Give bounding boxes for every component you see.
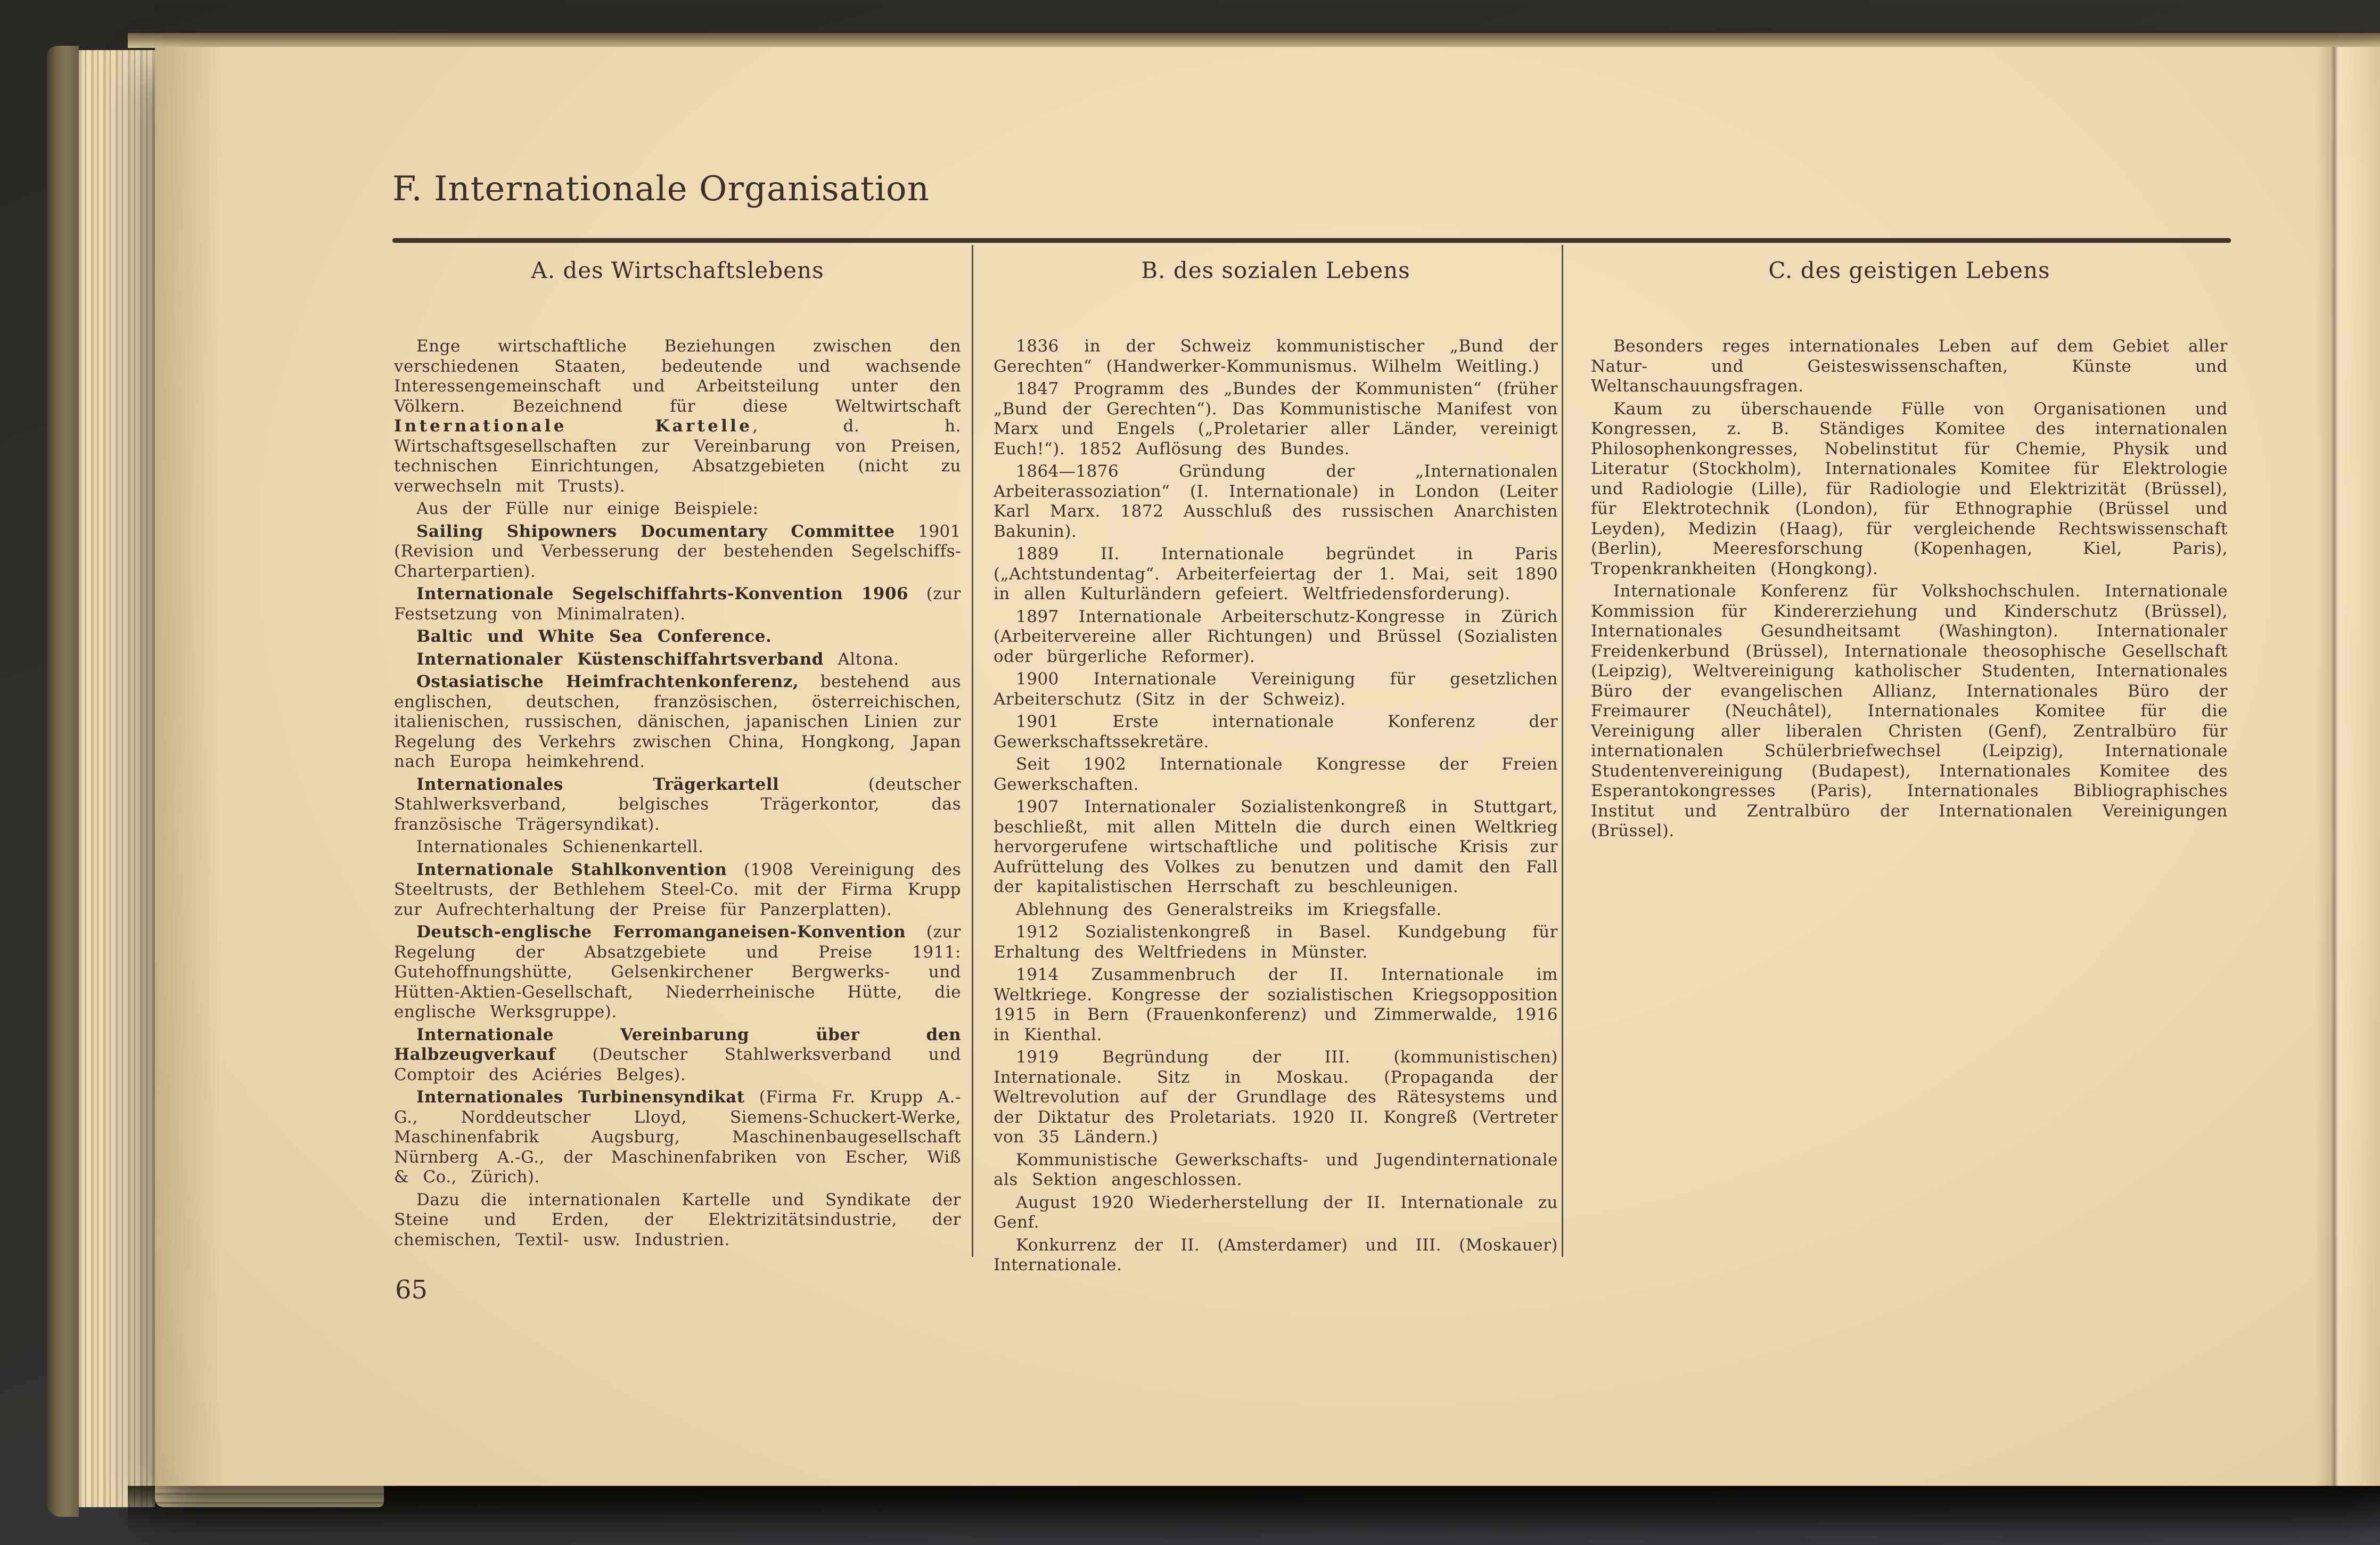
paragraph [394, 337, 961, 496]
text-run: bestehend aus englischen, deutschen, französischen, österreichischen, italienischen, russischen, dänischen, japanischen Linien zur Regelung des Verkehrs zwischen China, Hongkong, Japan nach Europa heimkehrend. [394, 672, 961, 771]
entry-lead-bold: Internationaler Küstenschiffahrtsverband [416, 649, 824, 669]
text-run: (1908 Vereinigung des Steeltrusts, der Bethlehem Steel-Co. mit der Firma Krupp zur Aufrechterhaltung der Preise für Panzerplatten). [394, 860, 961, 919]
paragraph [994, 922, 1558, 962]
column-wirtschaftsleben [394, 257, 961, 1253]
column-c-body [1591, 337, 2228, 841]
entry-lead-bold: Sailing Shipowners Documentary Committee [416, 521, 895, 541]
entry-lead-bold: Internationale Segelschiffahrts-Konvention 1906 [416, 584, 909, 603]
text-run: (Firma Fr. Krupp A.-G., Norddeutscher Lloyd, Siemens-Schuckert-Werke, Maschinenfabrik Augsburg, Maschinenbaugesellschaft Nürnberg A.-G., der Maschinenfabriken von Escher, Wiß & Co., Zürich). [394, 1088, 961, 1187]
text-run: 1907 Internationaler Sozialistenkongreß in Stuttgart, beschließt, mit allen Mitteln die durch einen Weltkrieg hervorgerufene wirtschaftliche und politische Krisis zur Aufrüttelung des Volkes zu benutzen und damit den Fall der kapitalistischen Herrschaft zu beschleunigen. [994, 797, 1558, 896]
column-geistiges-leben [1591, 257, 2228, 844]
text-run: Aus der Fülle nur einige Beispiele: [416, 499, 759, 518]
paragraph [994, 1236, 1558, 1276]
column-a-header: A. des Wirtschaftslebens [531, 257, 824, 283]
text-run: (Deutscher Stahlwerksverband und Comptoir des Aciéries Belges). [394, 1045, 961, 1084]
paragraph [394, 522, 961, 582]
bottom-page-edges [155, 1486, 384, 1507]
column-divider-right [1562, 245, 1563, 1257]
page-number: 65 [395, 1275, 428, 1305]
paragraph [394, 1190, 961, 1250]
paragraph [1591, 399, 2228, 579]
paragraph [994, 1048, 1558, 1148]
paragraph [394, 1088, 961, 1188]
entry-lead-bold: Ostasiatische Heimfrachtenkonferenz, [416, 672, 799, 691]
paragraph [994, 1150, 1558, 1190]
paragraph [994, 797, 1558, 897]
paragraph [394, 672, 961, 772]
text-run: 1912 Sozialistenkongreß in Basel. Kundgebung für Erhaltung des Weltfriedens in Münster. [994, 922, 1558, 962]
paragraph [994, 965, 1558, 1045]
page-stack-edges [79, 50, 155, 1507]
paragraph [394, 922, 961, 1023]
paragraph [394, 499, 961, 519]
paragraph [994, 900, 1558, 920]
entry-lead-bold: Baltic und White Sea Conference. [416, 627, 772, 646]
entry-lead-bold: Internationales Turbinensyndikat [416, 1088, 745, 1107]
text-run: 1914 Zusammenbruch der II. Internationale im Weltkriege. Kongresse der sozialistischen Kriegsopposition 1915 in Bern (Frauenkonferenz) und Zimmerwalde, 1916 in Kienthal. [994, 965, 1558, 1044]
text-run: 1836 in der Schweiz kommunistischer „Bund der Gerechten“ (Handwerker-Kommunismus. Wilhelm Weitling.) [994, 337, 1558, 376]
column-divider-left [972, 245, 973, 1257]
column-soziales-leben [994, 257, 1558, 1278]
entry-lead-bold: Internationale Stahlkonvention [416, 860, 727, 879]
text-run: (deutscher Stahlwerksverband, belgisches Trägerkontor, das französische Trägersyndikat). [394, 774, 962, 834]
text-run: 1901 Erste internationale Konferenz der Gewerkschaftssekretäre. [994, 712, 1558, 751]
paragraph [394, 584, 961, 624]
text-run: 1919 Begründung der III. (kommunistischen) Internationale. Sitz in Moskau. (Propaganda der Weltrevolution auf der Grundlage des Rätesystems und der Diktatur des Proletariats. 1920 II. Kongreß (Vertreter von 35 Ländern.) [994, 1048, 1558, 1147]
paragraph [994, 669, 1558, 709]
column-b-body [994, 337, 1558, 1276]
column-a-body [394, 337, 961, 1250]
paragraph [994, 755, 1558, 795]
entry-lead-bold: Internationale Vereinbarung über den Halbzeugverkauf [394, 1025, 961, 1064]
text-run: Kommunistische Gewerkschafts- und Jugendinternationale als Sektion angeschlossen. [994, 1150, 1558, 1189]
text-run: Konkurrenz der II. (Amsterdamer) und III. (Moskauer) Internationale. [994, 1235, 1558, 1274]
paragraph [994, 607, 1558, 667]
text-run: (zur Festsetzung von Minimalraten). [394, 584, 961, 624]
paragraph [394, 775, 961, 835]
text-run: Dazu die internationalen Kartelle und Syndikate der Steine und Erden, der Elektrizitätsindustrie, der chemischen, Textil- usw. Industrien. [394, 1190, 961, 1249]
paragraph [394, 837, 961, 857]
text-run: 1847 Programm des „Bundes der Kommunisten“ (früher „Bund der Gerechten“). Das Kommunistische Manifest von Marx und Engels („Proletarier aller Länder, vereinigt Euch!“). 1852 Auflösung des Bundes. [994, 379, 1558, 459]
page-fold-crease [2316, 47, 2380, 1486]
paragraph [394, 860, 961, 920]
paragraph [994, 379, 1558, 459]
text-run: 1901 (Revision und Verbesserung der bestehenden Segelschiffs-Charterpartien). [394, 521, 961, 581]
paragraph [394, 627, 961, 647]
paragraph [994, 1193, 1558, 1233]
text-run: Besonders reges internationales Leben auf dem Gebiet aller Natur- und Geisteswissenschaften, Künste und Weltanschauungsfragen. [1591, 337, 2228, 396]
book-spine-edge [47, 46, 79, 1517]
section-title: F. Internationale Organisation [392, 169, 930, 209]
text-run: 1864—1876 Gründung der „Internationalen Arbeiterassoziation“ (I. Internationale) in London (Leiter Karl Marx. 1872 Ausschluß des russischen Anarchisten Bakunin). [994, 462, 1558, 541]
paragraph [994, 462, 1558, 542]
text-run: Altona. [823, 649, 899, 669]
text-run: Kaum zu überschauende Fülle von Organisationen und Kongressen, z. B. Ständiges Komitee des internationalen Philosophenkongresses, Nobelinstitut für Chemie, Physik und Literatur (Stockholm), Internationales Komitee für Elektrologie und Radiologie (Lille), für Radiologie und Elektrizität (Brüssel), für Elektrotechnik (London), für Ethnographie (Brüssel und Leyden), Medizin (Haag), für vergleichende Rechtswissenschaft (Berlin), Meeresforschung (Kopenhagen, Kiel, Paris), Tropenkrankheiten (Hongkong). [1591, 399, 2228, 578]
paragraph [394, 650, 961, 670]
text-run: 1897 Internationale Arbeiterschutz-Kongresse in Zürich (Arbeitervereine aller Richtungen) und Brüssel (Sozialisten oder bürgerliche Reformer). [994, 607, 1558, 666]
paragraph [994, 544, 1558, 604]
text-run: Internationales Schienenkartell. [416, 837, 704, 856]
text-run: Enge wirtschaftliche Beziehungen zwischen den verschiedenen Staaten, bedeutende und wachsende Interessengemeinschaft und Arbeitsteilung unter den Völkern. Bezeichnend für diese Weltwirtschaft [394, 337, 961, 416]
text-run: 1900 Internationale Vereinigung für gesetzlichen Arbeiterschutz (Sitz in der Schweiz). [994, 669, 1558, 709]
paragraph [1591, 582, 2228, 841]
text-run: Internationale Konferenz für Volkshochschulen. Internationale Kommission für Kindererziehung und Kinderschutz (Brüssel), Internationales Gesundheitsamt (Washington). Internationaler Freidenkerbund (Brüssel), Internationale theosophische Gesellschaft (Leipzig), Weltvereinigung katholischer Studenten, Internationales Büro der evangelischen Allianz, Internationales Büro der Freimaurer (Neuchâtel), Internationales Komitee für die Vereinigung aller liberalen Christen (Genf), Zentralbüro für internationalen Schülerbriefwechsel (Leipzig), Internationale Studentenvereinigung (Budapest), Internationales Komitee des Esperantokongresses (Paris), Internationales Bibliographisches Institut und Zentralbüro der Internationalen Vereinigungen (Brüssel). [1591, 582, 2228, 840]
text-run: Seit 1902 Internationale Kongresse der Freien Gewerkschaften. [994, 755, 1558, 794]
paragraph [394, 1025, 961, 1085]
text-run: Ablehnung des Generalstreiks im Kriegsfalle. [1016, 900, 1442, 919]
page-shadow [128, 1486, 2380, 1535]
text-run: August 1920 Wiederherstellung der II. Internationale zu Genf. [994, 1192, 1558, 1232]
column-b-header: B. des sozialen Lebens [1141, 257, 1410, 283]
entry-lead-bold: Internationale Kartelle [394, 416, 753, 436]
text-run: 1889 II. Internationale begründet in Paris („Achtstundentag“. Arbeiterfeiertag der 1. Mai, seit 1890 in allen Kulturländern gefeiert. Weltfriedensforderung). [994, 544, 1558, 603]
entry-lead-bold: Internationales Trägerkartell [416, 774, 779, 794]
title-underline-rule [392, 238, 2231, 243]
text-run: , d. h. Wirtschaftsgesellschaften zur Vereinbarung von Preisen, technischen Einrichtungen, Absatzgebieten (nicht zu verwechseln mit Trusts). [394, 416, 961, 496]
text-run: (zur Regelung der Absatzgebiete und Preise 1911: Gutehoffnungshütte, Gelsenkirchener Bergwerks- und Hütten-Aktien-Gesellschaft, Niederrheinische Hütte, die englische Werksgruppe). [394, 922, 961, 1021]
page-top-edges [128, 33, 2380, 48]
paragraph [1591, 337, 2228, 397]
paragraph [994, 337, 1558, 377]
book-page [155, 47, 2380, 1486]
entry-lead-bold: Deutsch-englische Ferromanganeisen-Konvention [416, 922, 906, 942]
column-c-header: C. des geistigen Lebens [1768, 257, 2050, 283]
paragraph [994, 712, 1558, 752]
